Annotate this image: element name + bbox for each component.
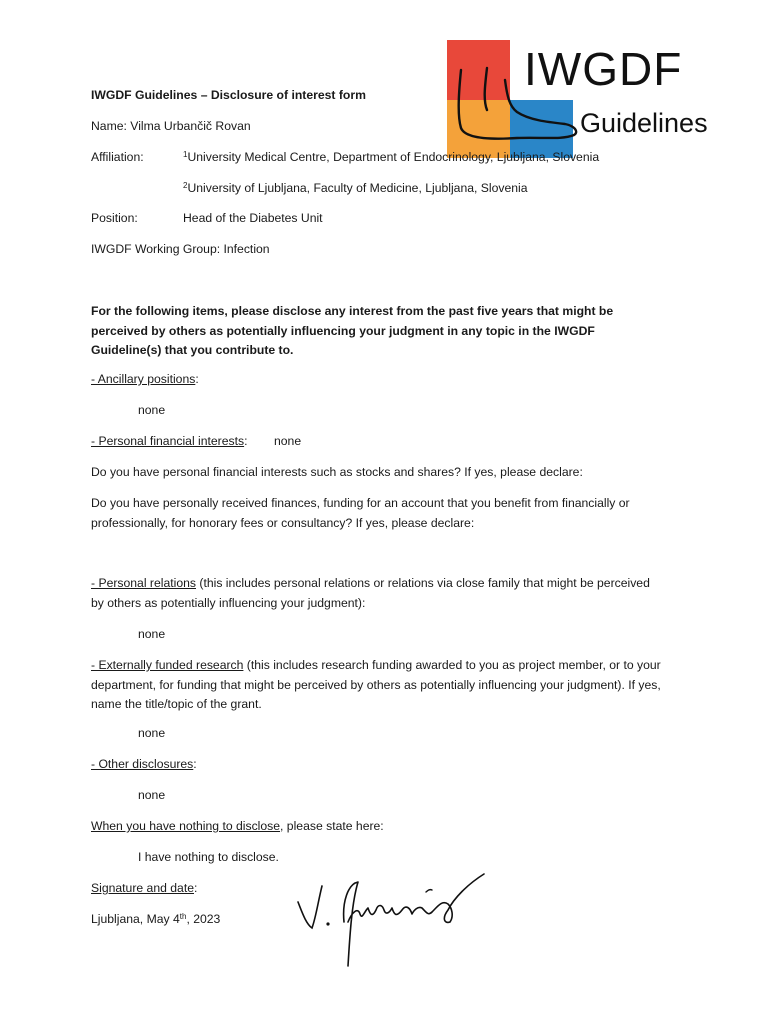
- nothing-after: , please state here:: [280, 819, 384, 833]
- signature-mark: [292, 862, 492, 972]
- other-after: :: [193, 757, 197, 771]
- affiliation-2-sup: 2: [183, 181, 188, 190]
- name-line: Name: Vilma Urbančič Rovan: [91, 119, 251, 133]
- place-date-text: Ljubljana, May 4: [91, 912, 180, 926]
- signature-heading: [91, 881, 197, 895]
- nothing-heading: [91, 819, 384, 833]
- affiliation-2-text: University of Ljubljana, Faculty of Medicine, Ljubljana, Slovenia: [187, 181, 528, 195]
- research-after: (this includes research funding awarded to you as project member, or to your department, for funding that might be perceived by others as potentially influencing your judgment). If yes, name the title/topic of the grant.: [91, 658, 661, 711]
- position-value: Head of the Diabetes Unit: [183, 211, 323, 225]
- ancillary-after: :: [195, 372, 199, 386]
- affiliation-2: [183, 181, 528, 195]
- handwritten-signature: [292, 862, 492, 972]
- ancillary-label: - Ancillary positions: [91, 372, 196, 386]
- affiliation-1-sup: 1: [183, 150, 188, 159]
- nothing-label: When you have nothing to disclose: [91, 819, 281, 833]
- logo-word-guidelines: Guidelines: [580, 108, 708, 138]
- logo-word-iwgdf: IWGDF: [524, 43, 683, 95]
- logo-red-square: [447, 40, 510, 100]
- research-answer: none: [138, 726, 166, 740]
- financial-heading: [91, 434, 247, 448]
- relations-label: - Personal relations: [91, 576, 196, 590]
- signature-after: :: [194, 881, 198, 895]
- research-label: - Externally funded research: [91, 658, 244, 672]
- position-label: Position:: [91, 211, 138, 225]
- other-heading: [91, 757, 197, 771]
- relations-after: (this includes personal relations or relations via close family that might be perceived by others as potentially influencing your judgment):: [91, 576, 650, 610]
- financial-question-2: Do you have personally received finances, funding for an account that you benefit from financially or professionally, for honorary fees or consultancy? If yes, please declare:: [91, 496, 630, 530]
- financial-answer: none: [274, 434, 302, 448]
- iwgdf-logo: [447, 40, 727, 160]
- working-group: IWGDF Working Group: Infection: [91, 242, 270, 256]
- relations-heading: [91, 574, 651, 613]
- ancillary-heading: [91, 372, 199, 386]
- form-title: IWGDF Guidelines – Disclosure of interest form: [91, 88, 366, 102]
- financial-after: :: [244, 434, 248, 448]
- signature-label: Signature and date: [91, 881, 194, 895]
- date-year: , 2023: [186, 912, 221, 926]
- relations-answer: none: [138, 627, 166, 641]
- affiliation-label: Affiliation:: [91, 150, 144, 164]
- other-label: - Other disclosures: [91, 757, 194, 771]
- ancillary-answer: none: [138, 403, 166, 417]
- instructions: For the following items, please disclose any interest from the past five years that might be perceived by others as potentially influencing your judgment in any topic in the IWGDF Guideline(s) that you contribute to.: [91, 304, 614, 357]
- financial-question-1: Do you have personal financial interests such as stocks and shares? If yes, please declare:: [91, 465, 583, 479]
- nothing-answer: I have nothing to disclose.: [138, 850, 279, 864]
- financial-label: - Personal financial interests: [91, 434, 245, 448]
- affiliation-1: [183, 150, 599, 164]
- place-date: [91, 912, 220, 926]
- other-answer: none: [138, 788, 166, 802]
- research-heading: [91, 656, 691, 715]
- affiliation-1-text: University Medical Centre, Department of Endocrinology, Ljubljana, Slovenia: [187, 150, 600, 164]
- date-sup: th: [179, 912, 187, 921]
